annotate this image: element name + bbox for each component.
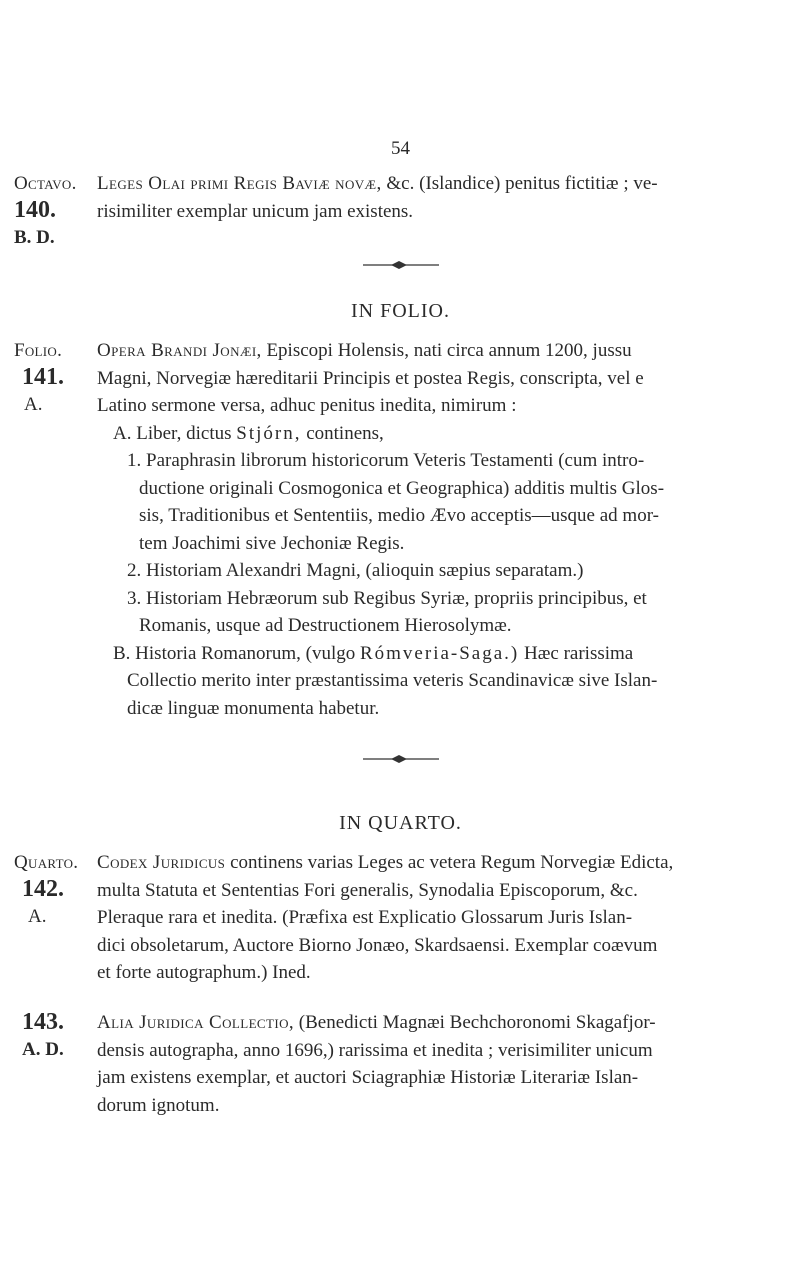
entry-heading: Codex Juridicus — [97, 852, 226, 873]
entry-number: 143. — [22, 1009, 64, 1035]
entry-141 — [14, 337, 789, 722]
title-spaced: Stjórn, — [236, 422, 302, 444]
entry-heading: Alia Juridica Collectio, — [97, 1012, 295, 1033]
entry-line: sis, Traditionibus et Sententiis, medio Ævo acceptis—usque ad mor- — [139, 505, 659, 526]
entry-text — [97, 1009, 789, 1119]
entry-subtag: A. D. — [22, 1039, 64, 1060]
entry-line: Leges Olai primi Regis Baviæ novæ, &c. (Islandice) penitus fictitiæ ; ve- — [97, 173, 658, 194]
entry-line-a — [97, 420, 789, 448]
entry-line-text: continens varias Leges ac vetera Regum Norvegiæ Edicta, — [225, 852, 674, 873]
entry-line: et forte autographum.) Ined. — [97, 962, 311, 983]
entry-line: Romanis, usque ad Destructionem Hierosolymæ. — [139, 615, 512, 636]
entry-143 — [14, 1009, 789, 1119]
entry-text — [97, 849, 789, 987]
entry-140 — [14, 170, 789, 248]
entry-line-text: Hæc rarissima — [519, 642, 634, 664]
entry-line — [97, 337, 789, 365]
entry-subtag: A. — [24, 394, 43, 415]
entry-line-text: A. Liber, dictus — [113, 422, 237, 444]
entry-line: Magni, Norvegiæ hæreditarii Principis et postea Regis, conscripta, vel e — [97, 367, 644, 389]
ornament-divider — [0, 258, 801, 276]
entry-margin — [14, 1009, 114, 1063]
entry-line: Pleraque rara et inedita. (Præfixa est Explicatio Glossarum Juris Islan- — [97, 907, 633, 928]
section-title-quarto: IN QUARTO. — [339, 812, 462, 834]
section-title-folio: IN FOLIO. — [351, 300, 450, 322]
divider-ornament-icon — [361, 753, 441, 765]
entry-line-text: B. Historia Romanorum, (vulgo — [113, 642, 360, 664]
entry-line: dici obsoletarum, Auctore Biorno Jonæo, Skardsaensi. Exemplar coævum — [97, 934, 658, 956]
entry-number: 140. — [14, 197, 56, 223]
entry-line — [97, 849, 789, 877]
entry-margin — [14, 337, 114, 418]
entry-subtag: A. — [28, 906, 47, 927]
entry-subtag: B. D. — [14, 227, 55, 248]
entry-line: tem Joachimi sive Jechoniæ Regis. — [139, 532, 405, 554]
page-number: 54 — [391, 138, 410, 159]
entry-text — [97, 337, 789, 722]
entry-margin — [14, 849, 114, 930]
title-spaced: Rómveria-Saga.) — [359, 642, 520, 664]
entry-number: 142. — [22, 876, 64, 902]
entry-line: 3. Historiam Hebræorum sub Regibus Syriæ, propriis principibus, et — [127, 587, 647, 609]
entry-line-text: Episcopi Holensis, nati circa annum 1200, jussu — [261, 340, 632, 361]
entry-line: dicæ linguæ monumenta habetur. — [127, 697, 380, 719]
entry-line: Collectio merito inter præstantissima veteris Scandinavicæ sive Islan- — [127, 670, 658, 691]
entry-line: 2. Historiam Alexandri Magni, (alioquin sæpius separatam.) — [127, 560, 584, 581]
entry-line: 1. Paraphrasin librorum historicorum Veteris Testamenti (cum intro- — [127, 450, 645, 471]
entry-line: jam existens exemplar, et auctori Sciagraphiæ Historiæ Literariæ Islan- — [97, 1067, 639, 1088]
format-label: Folio. — [14, 340, 63, 361]
format-label: Quarto. — [14, 852, 79, 873]
entry-number: 141. — [22, 364, 64, 390]
entry-line: dorum ignotum. — [97, 1094, 220, 1116]
entry-heading: Leges Olai primi Regis Baviæ novæ, — [97, 173, 382, 194]
entry-line: ductione originali Cosmogonica et Geographica) additis multis Glos- — [139, 477, 665, 499]
entry-margin — [14, 170, 110, 251]
divider-ornament-icon — [361, 259, 441, 271]
entry-line-text: (Benedicti Magnæi Bechchoronomi Skagafjor- — [294, 1012, 656, 1033]
entry-line: densis autographa, anno 1696,) rarissima et inedita ; verisimiliter unicum — [97, 1039, 653, 1061]
ornament-divider — [0, 752, 801, 770]
entry-line: risimiliter exemplar unicum jam existens. — [97, 200, 414, 222]
entry-heading: Opera Brandi Jonæi, — [97, 340, 262, 361]
entry-line: Latino sermone versa, adhuc penitus inedita, nimirum : — [97, 395, 517, 416]
entry-line-b — [97, 640, 789, 668]
entry-line — [97, 1009, 789, 1037]
format-label: Octavo. — [14, 173, 77, 194]
entry-142 — [14, 849, 789, 987]
entry-line-text: continens, — [301, 422, 384, 444]
entry-line: multa Statuta et Sententias Fori generalis, Synodalia Episcoporum, &c. — [97, 879, 638, 901]
entry-text — [97, 170, 789, 225]
